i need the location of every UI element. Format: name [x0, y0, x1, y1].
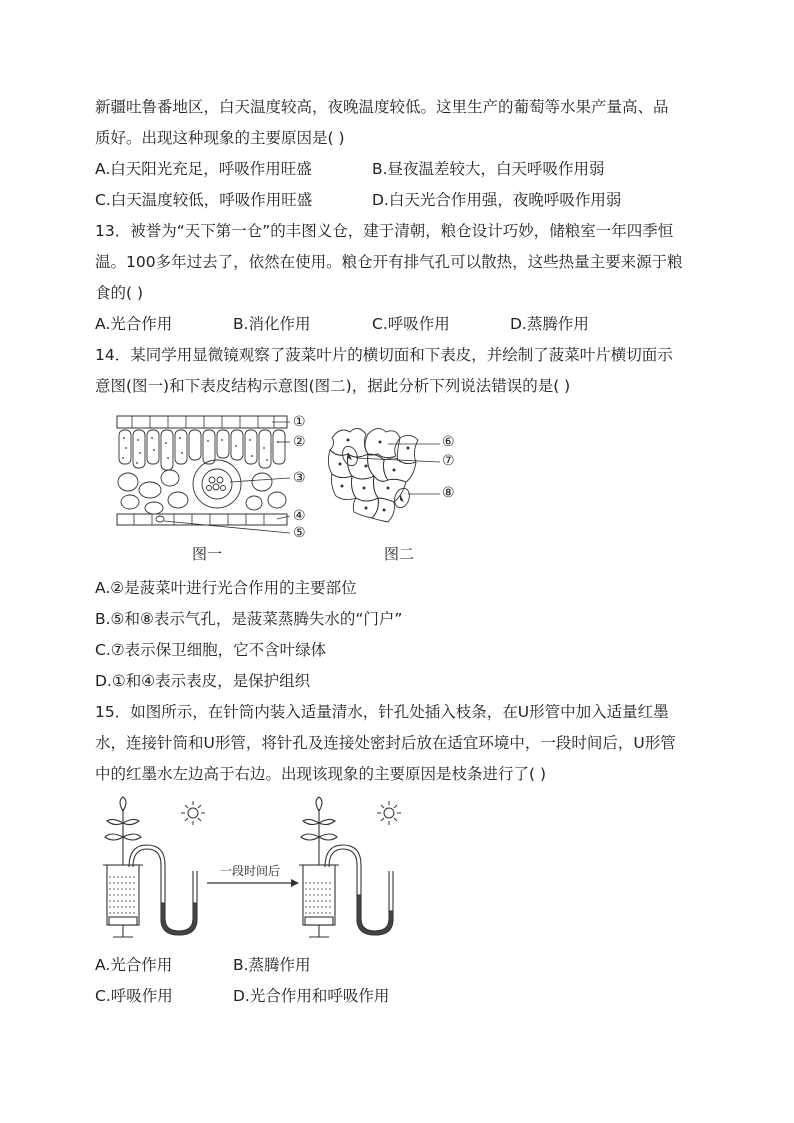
q15-stem-line2: 水，连接针筒和U形管，将针孔及连接处密封后放在适宜环境中，一段时间后，U形管: [95, 734, 676, 752]
q14-option-a: A.②是菠菜叶进行光合作用的主要部位: [95, 579, 357, 597]
q14-stem-line2: 意图(图一)和下表皮结构示意图(图二)，据此分析下列说法错误的是( ): [95, 377, 571, 395]
figure1-label-3: ③: [293, 470, 306, 486]
q13-stem-line3: 食的( ): [95, 284, 144, 302]
figure1-label-5: ⑤: [293, 525, 306, 541]
q15-option-d: D.光合作用和呼吸作用: [233, 987, 390, 1005]
q12-option-c: C.白天温度较低，呼吸作用旺盛: [95, 191, 313, 209]
figure1-label-2: ②: [293, 434, 306, 450]
q12-option-d: D.白天光合作用强，夜晚呼吸作用弱: [372, 191, 622, 209]
q15-option-c: C.呼吸作用: [95, 987, 173, 1005]
q12-stem-line1: 新疆吐鲁番地区，白天温度较高，夜晚温度较低。这里生产的葡萄等水果产量高、品: [95, 98, 669, 116]
q14-stem-line1: 14．某同学用显微镜观察了菠菜叶片的横切面和下表皮，并绘制了菠菜叶片横切面示: [95, 346, 673, 364]
q14-option-b: B.⑤和⑧表示气孔，是菠菜蒸腾失水的“门户”: [95, 610, 403, 628]
q12-option-a: A.白天阳光充足，呼吸作用旺盛: [95, 160, 312, 178]
q13-stem-line1: 13．被誉为“天下第一仓”的丰图义仓，建于清朝，粮仓设计巧妙，储粮室一年四季恒: [95, 222, 674, 240]
q14-option-c: C.⑦表示保卫细胞，它不含叶绿体: [95, 641, 327, 659]
figure2-caption: 图二: [384, 545, 415, 563]
q13-stem-line2: 温。100多年过去了，依然在使用。粮仓开有排气孔可以散热，这些热量主要来源于粮: [95, 253, 683, 271]
q15-option-a: A.光合作用: [95, 956, 173, 974]
q14-option-d: D.①和④表示表皮，是保护组织: [95, 672, 311, 690]
q15-option-b: B.蒸腾作用: [233, 956, 311, 974]
figure1-caption: 图一: [192, 545, 223, 563]
figure2-label-6: ⑥: [442, 434, 455, 450]
q15-stem-line1: 15．如图所示，在针筒内装入适量清水，针孔处插入枝条，在U形管中加入适量红墨: [95, 703, 669, 721]
figure2-label-8: ⑧: [442, 485, 455, 501]
q15-stem-line3: 中的红墨水左边高于右边。出现该现象的主要原因是枝条进行了( ): [95, 765, 547, 783]
arrow-label: 一段时间后: [220, 864, 281, 878]
q13-option-a: A.光合作用: [95, 315, 173, 333]
figure1-label-1: ①: [293, 414, 306, 430]
lower-epidermis-figure: [322, 418, 442, 536]
q13-option-b: B.消化作用: [233, 315, 311, 333]
figure1-label-4: ④: [293, 508, 306, 524]
figure2-label-7: ⑦: [442, 453, 455, 469]
q13-option-d: D.蒸腾作用: [510, 315, 589, 333]
q12-option-b: B.昼夜温差较大，白天呼吸作用弱: [372, 160, 605, 178]
q12-stem-line2: 质好。出现这种现象的主要原因是( ): [95, 129, 345, 147]
q13-option-c: C.呼吸作用: [372, 315, 450, 333]
